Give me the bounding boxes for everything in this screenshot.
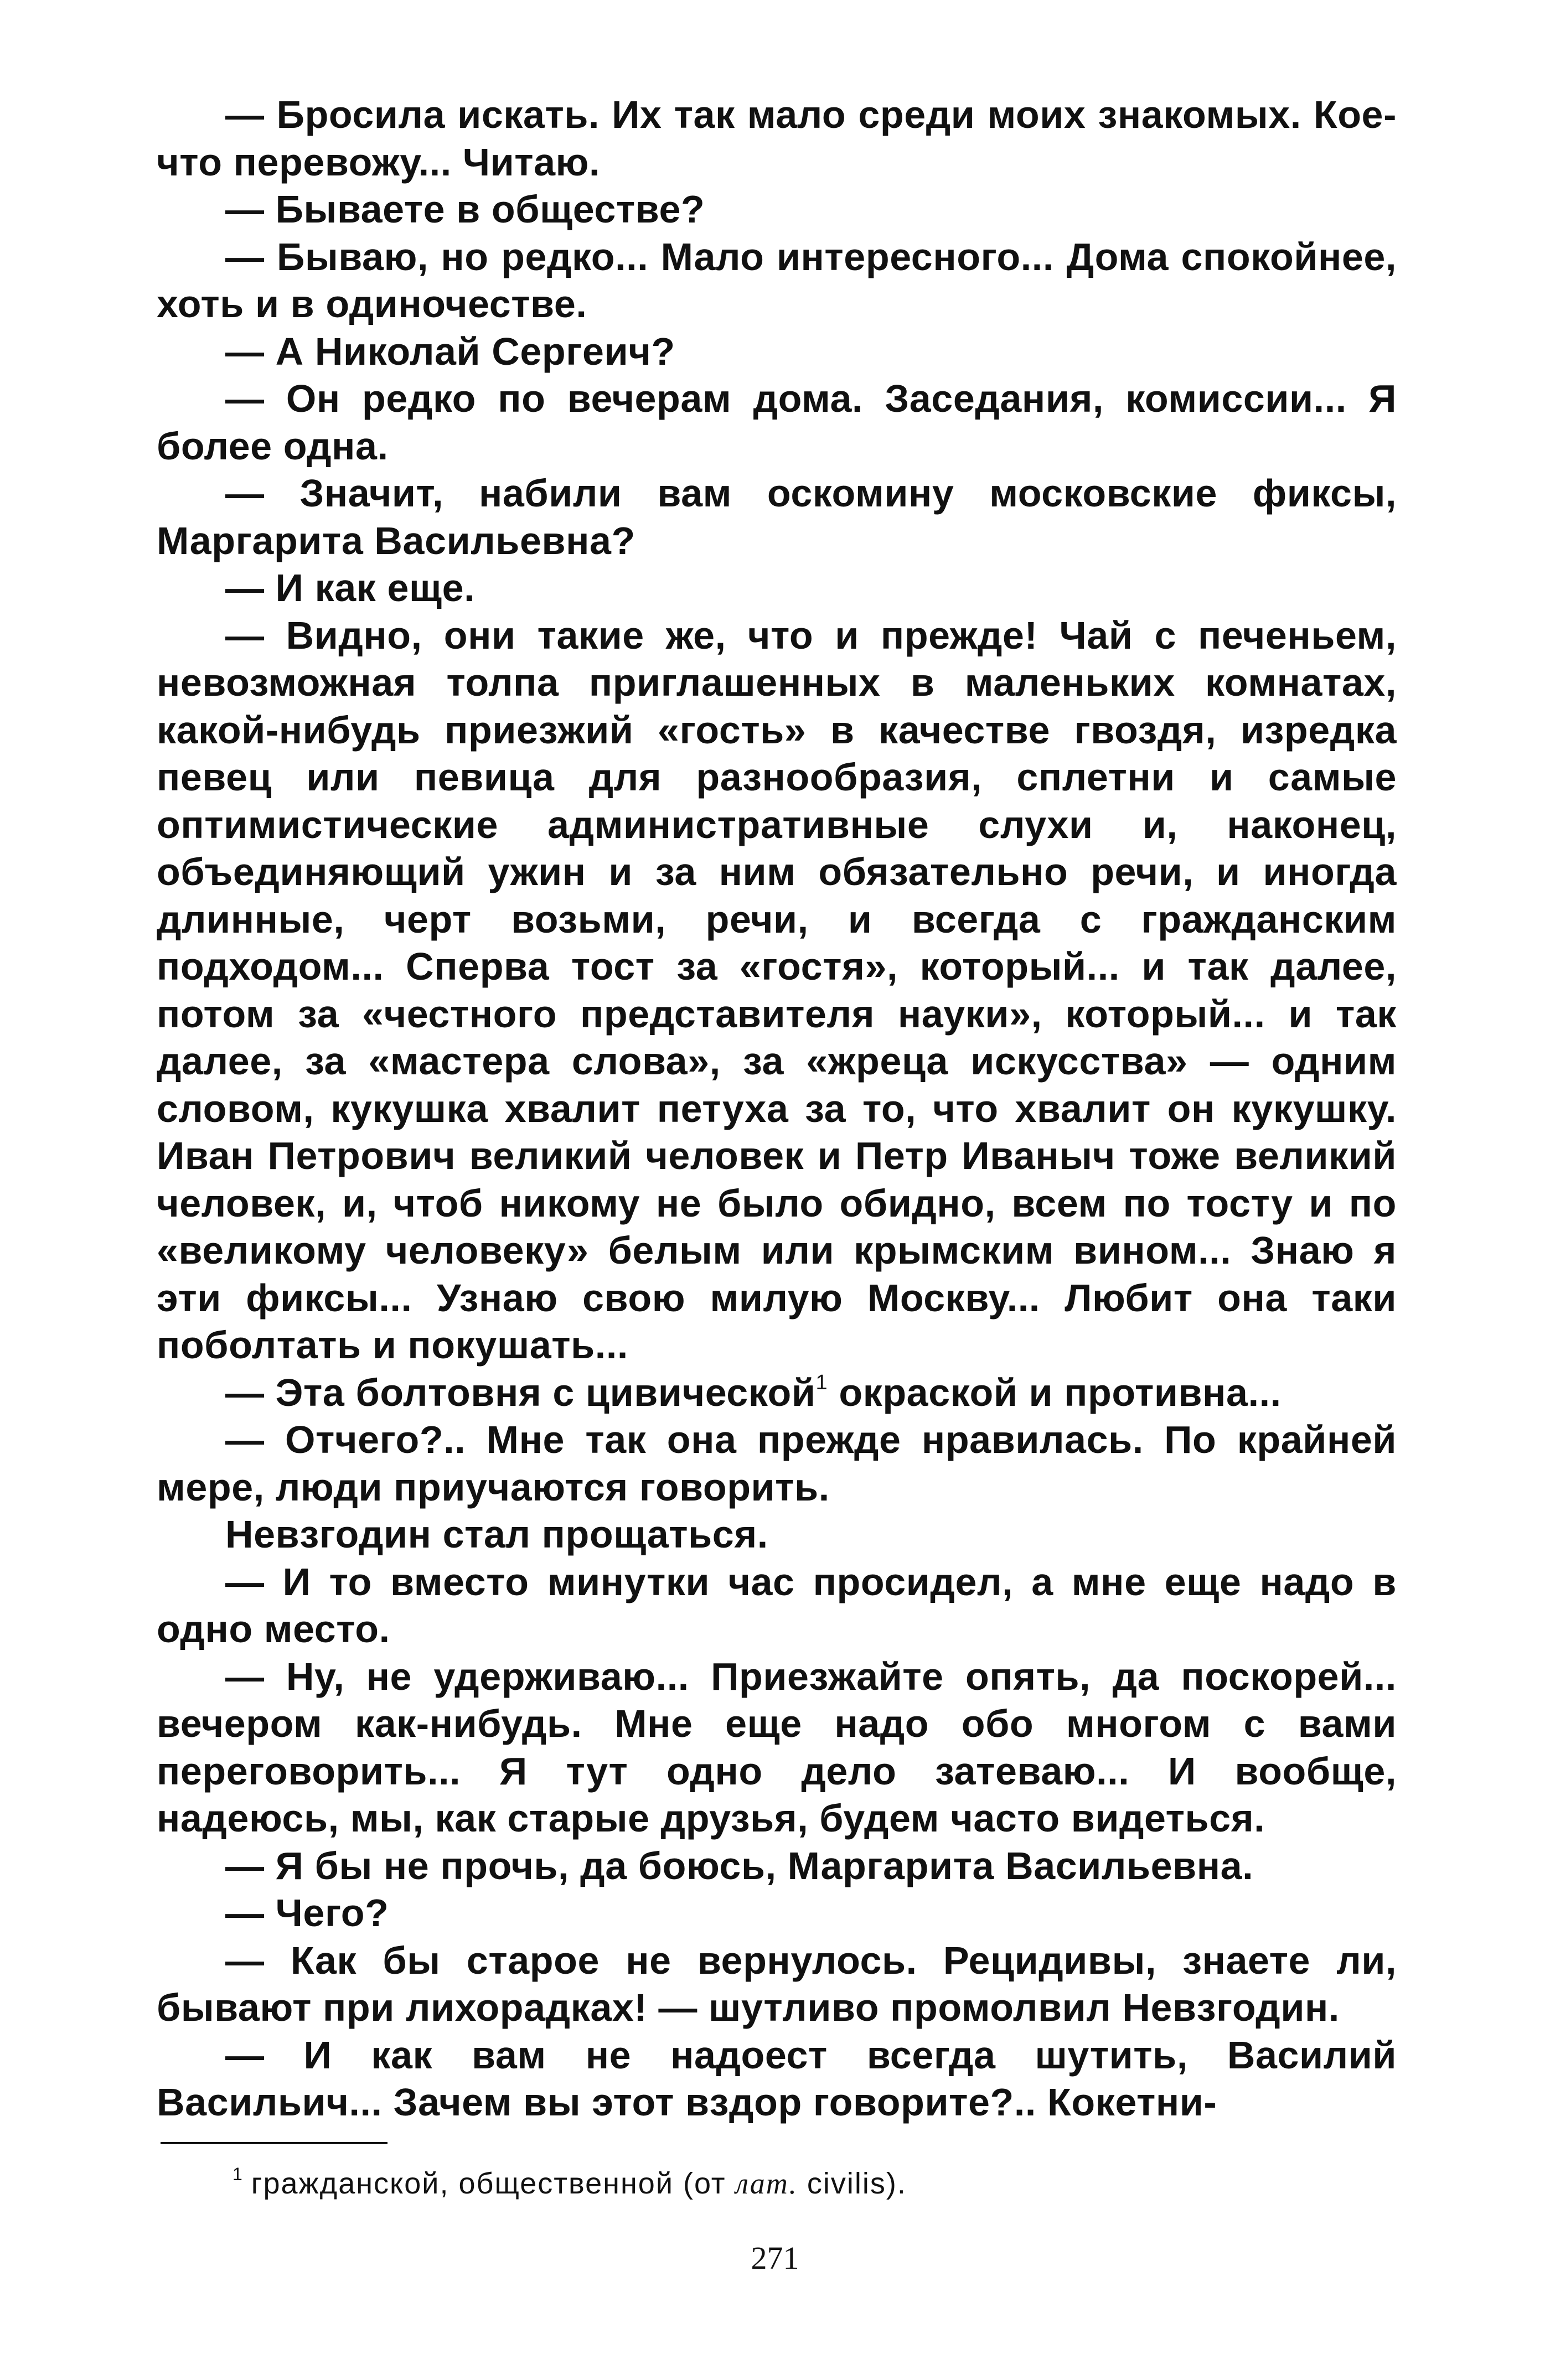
footnote-mark: 1	[232, 2164, 244, 2184]
paragraph: — Я бы не прочь, да боюсь, Маргарита Васильевна.	[225, 1844, 1254, 1887]
paragraph: — Отчего?.. Мне так она прежде нравилась. По крайней мере, люди приучаются говорить.	[157, 1418, 1397, 1509]
paragraph-with-footnote-ref	[157, 1369, 1397, 1417]
paragraph: Невзгодин стал прощаться.	[225, 1513, 768, 1556]
paragraph: — Бросила искать. Их так мало среди моих знакомых. Кое-что перевожу... Читаю.	[157, 93, 1397, 184]
page-number: 271	[751, 2240, 799, 2276]
footnote-text: гражданской, общественной (от	[251, 2167, 736, 2200]
paragraph: — Как бы старое не вернулось. Рецидивы, знаете ли, бывают при лихорадках! — шутливо промолвил Невзгодин.	[157, 1938, 1397, 2029]
footnote-reference[interactable]: 1	[815, 1370, 828, 1394]
footnote-divider	[161, 2142, 388, 2144]
paragraph: — Значит, набили вам оскомину московские фиксы, Маргарита Васильевна?	[157, 472, 1397, 562]
paragraph: — Видно, они такие же, что и прежде! Чай с печеньем, невозможная толпа приглашенных в маленьких комнатах, какой-нибудь приезжий «гость» в качестве гвоздя, изредка певец или певица для разнообразия, сплетни и самые оптимистические административные слухи и, наконец, объединяющий ужин и за ним обязательно речи, и иногда длинные, черт возьми, речи, и всегда с гражданским подходом... Сперва тост за «гостя», который... и так далее, потом за «честного представителя науки», который... и так далее, за «мастера слова», за «жреца искусства» — одним словом, кукушка хвалит петуха за то, что хвалит он кукушку. Иван Петрович великий человек и Петр Иваныч тоже великий человек, и, чтоб никому не было обидно, всем по тосту и по «великому человеку» белым или крымским вином... Знаю я эти фиксы... Узнаю свою милую Москву... Любит она таки поболтать и покушать...	[157, 613, 1397, 1367]
paragraph: — И как еще.	[225, 566, 476, 609]
footnote-text: civilis).	[797, 2167, 907, 2200]
paragraph: — Ну, не удерживаю... Приезжайте опять, да поскорей... вечером как-нибудь. Мне еще надо обо многом с вами переговорить... Я тут одно дело затеваю... И вообще, надеюсь, мы, как старые друзья, будем часто видеться.	[157, 1654, 1397, 1840]
paragraph: — Бываете в обществе?	[225, 188, 705, 231]
paragraph-text: окраской и противна...	[828, 1370, 1282, 1414]
paragraph: — Он редко по вечерам дома. Заседания, комиссии... Я более одна.	[157, 377, 1397, 468]
main-text	[157, 91, 1397, 2127]
footnote-abbrev: лат.	[735, 2167, 798, 2200]
paragraph: — И то вместо минутки час просидел, а мне еще надо в одно место.	[157, 1560, 1397, 1651]
paragraph: — А Николай Сергеич?	[225, 329, 675, 373]
paragraph: — Чего?	[225, 1891, 389, 1934]
paragraph: — Бываю, но редко... Мало интересного... Дома спокойнее, хоть и в одиночестве.	[157, 235, 1397, 325]
paragraph: — И как вам не надоест всегда шутить, Василий Васильич... Зачем вы этот вздор говорите?.. Кокетни-	[157, 2033, 1397, 2124]
paragraph-text: — Эта болтовня с цивической	[225, 1370, 816, 1414]
footnote	[232, 2165, 1229, 2202]
